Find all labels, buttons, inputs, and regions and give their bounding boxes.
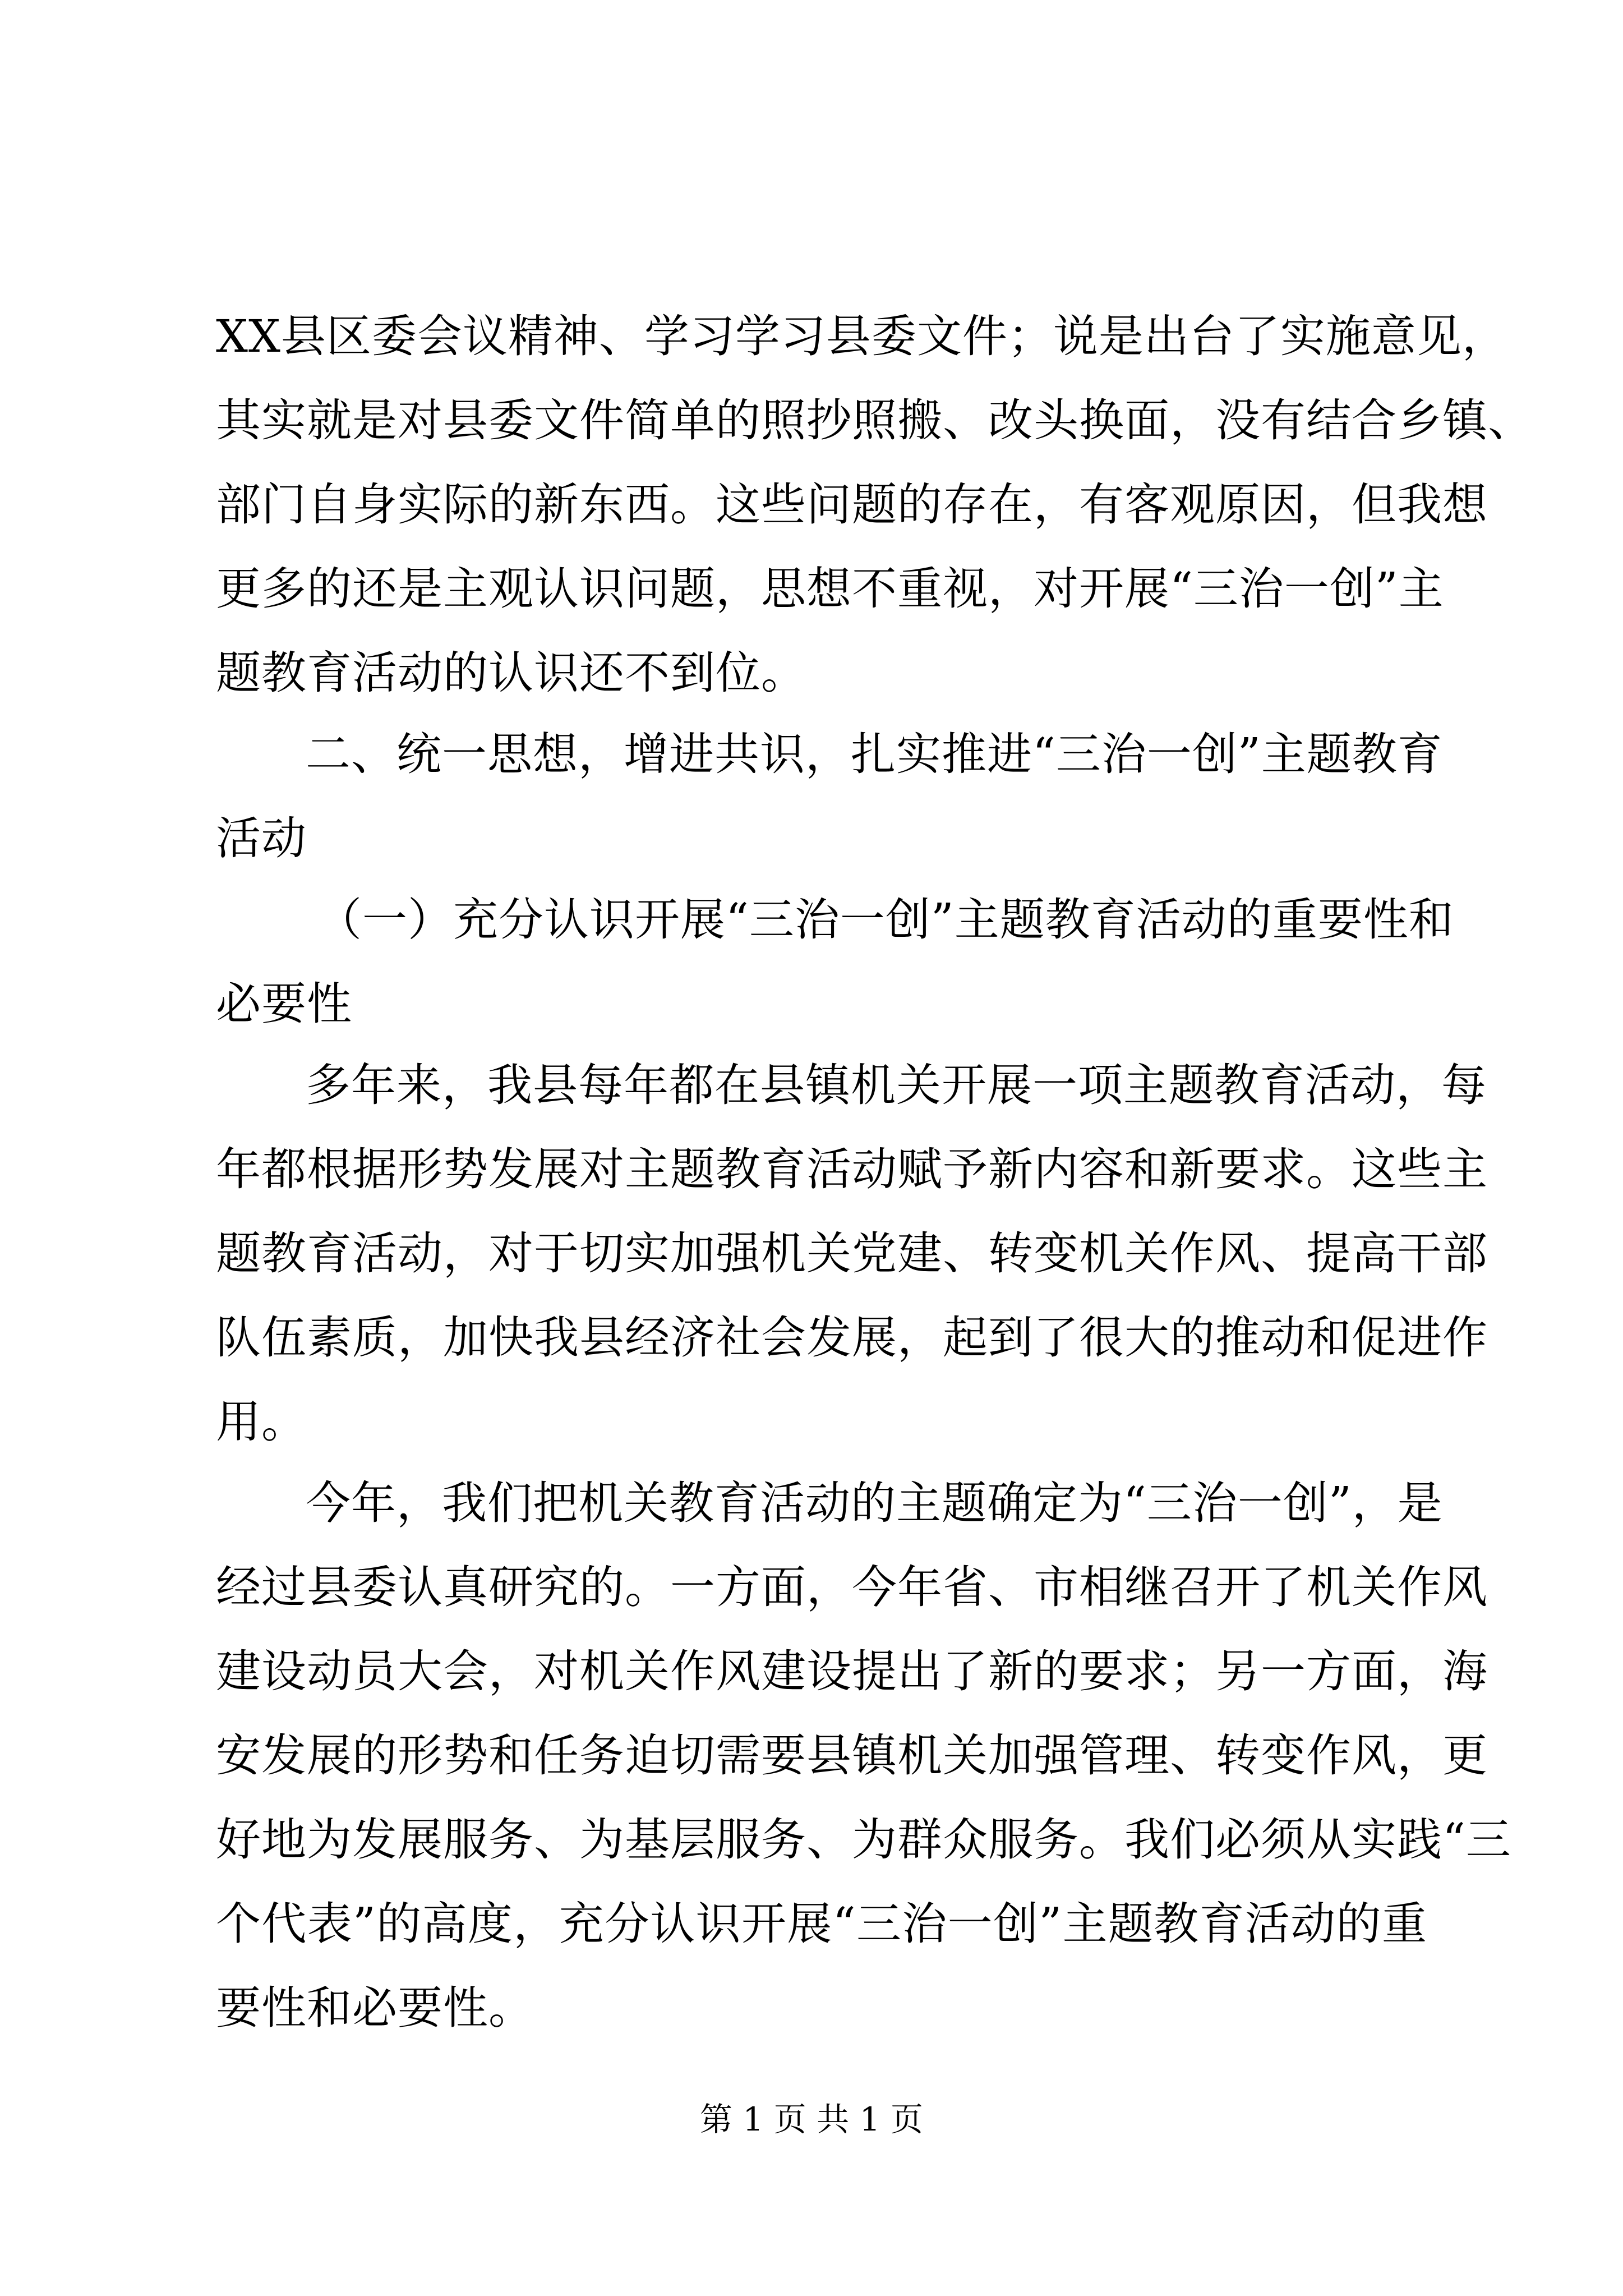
text-line: 年都根据形势发展对主题教育活动赋予新内容和新要求。这些主: [216, 1143, 1488, 1195]
text-line: 建设动员大会，对机关作风建设提出了新的要求；另一方面，海: [216, 1645, 1488, 1697]
text-line: 今年，我们把机关教育活动的主题确定为“三治一创”，是: [306, 1477, 1443, 1529]
text-line: 用。: [216, 1396, 307, 1448]
section-heading-line: 二、统一思想，增进共识，扎实推进“三治一创”主题教育: [306, 728, 1443, 780]
section-heading-line: 活动: [216, 812, 307, 864]
text-line: 更多的还是主观认识问题，思想不重视，对开展“三治一创”主: [216, 563, 1444, 615]
text-line: 队伍素质，加快我县经济社会发展，起到了很大的推动和促进作: [216, 1312, 1488, 1364]
text-line: 经过县委认真研究的。一方面，今年省、市相继召开了机关作风: [216, 1561, 1488, 1613]
text-line: 好地为发展服务、为基层服务、为群众服务。我们必须从实践“三: [216, 1814, 1511, 1866]
page-footer: 第 1 页 共 1 页: [700, 2100, 923, 2138]
subsection-heading-line: 必要性: [216, 978, 352, 1030]
text-line: 其实就是对县委文件简单的照抄照搬、改头换面，没有结合乡镇、: [216, 394, 1533, 447]
text-line: 题教育活动的认识还不到位。: [216, 647, 806, 699]
text-line: 部门自身实际的新东西。这些问题的存在，有客观原因，但我想: [216, 478, 1488, 531]
text-line: 个代表”的高度，充分认识开展“三治一创”主题教育活动的重: [216, 1898, 1427, 1950]
text-line: 要性和必要性。: [216, 1982, 534, 2034]
text-line: XX县区委会议精神、学习学习县委文件；说是出台了实施意见，: [216, 310, 1507, 362]
text-line: 多年来，我县每年都在县镇机关开展一项主题教育活动，每: [306, 1059, 1487, 1111]
subsection-heading-line: （一）充分认识开展“三治一创”主题教育活动的重要性和: [317, 894, 1454, 946]
text-line: 题教育活动，对于切实加强机关党建、转变机关作风、提高干部: [216, 1227, 1488, 1280]
text-line: 安发展的形势和任务迫切需要县镇机关加强管理、转变作风，更: [216, 1729, 1488, 1782]
